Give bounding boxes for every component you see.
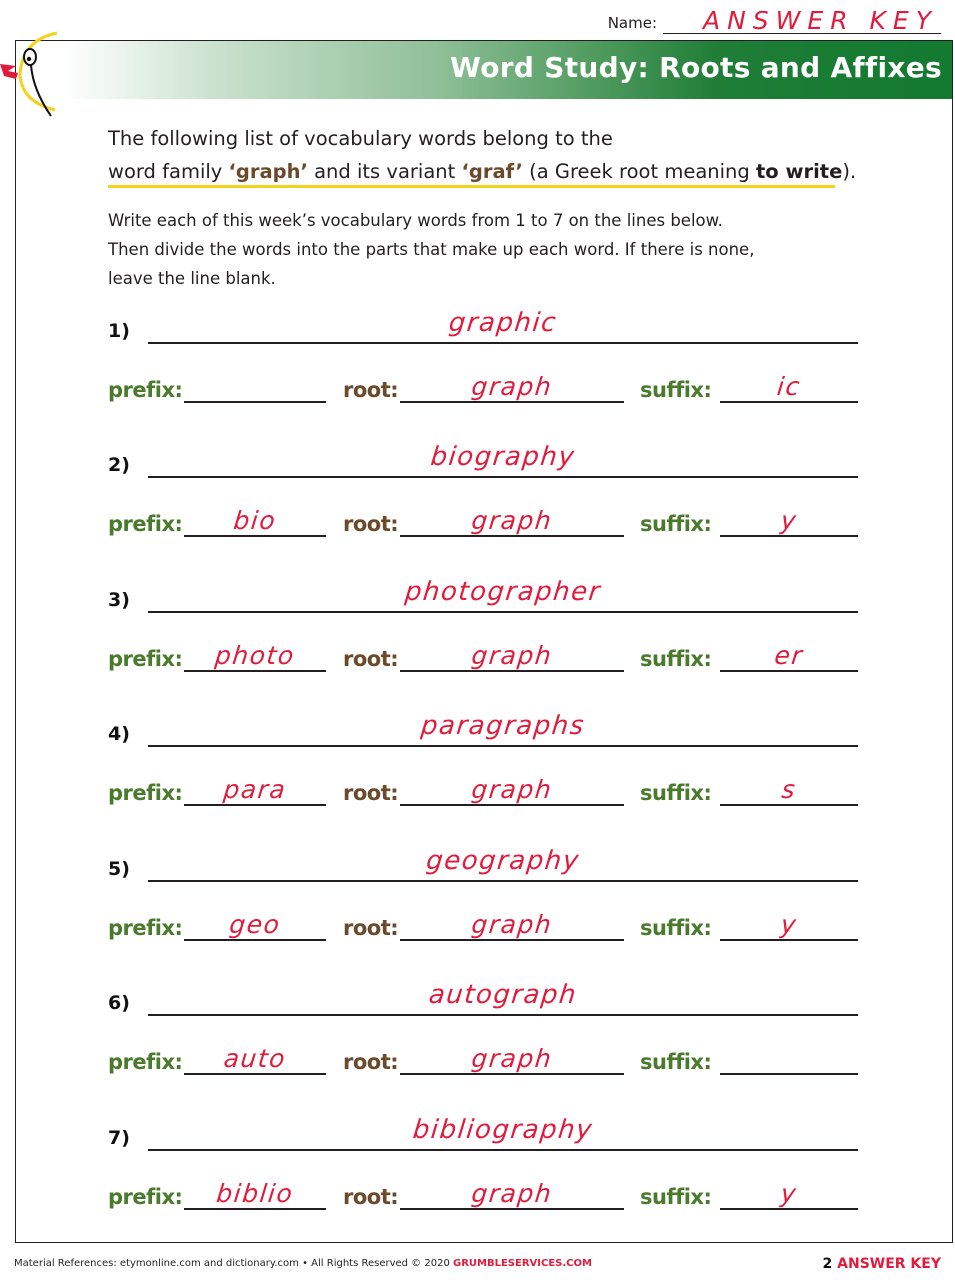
suffix-answer: ic bbox=[775, 372, 803, 401]
parts-row bbox=[108, 643, 858, 677]
prefix-label: prefix: bbox=[108, 916, 183, 940]
suffix-line[interactable] bbox=[720, 804, 858, 806]
suffix-label: suffix: bbox=[640, 378, 712, 402]
word-row bbox=[108, 308, 858, 350]
prefix-answer: photo bbox=[213, 641, 297, 670]
suffix-label: suffix: bbox=[640, 1185, 712, 1209]
bird-mascot-icon bbox=[0, 30, 70, 120]
root-answer: graph bbox=[470, 641, 554, 670]
name-line[interactable] bbox=[663, 6, 941, 34]
prefix-label: prefix: bbox=[108, 378, 183, 402]
suffix-line[interactable] bbox=[720, 939, 858, 941]
word-line[interactable] bbox=[148, 1014, 858, 1016]
prefix-label: prefix: bbox=[108, 1185, 183, 1209]
parts-row bbox=[108, 374, 858, 408]
root-line[interactable] bbox=[400, 401, 624, 403]
root-answer: graph bbox=[470, 910, 554, 939]
word-line[interactable] bbox=[148, 1149, 858, 1151]
root-line[interactable] bbox=[400, 804, 624, 806]
root-graf: ‘graf’ bbox=[461, 160, 523, 183]
parts-row bbox=[108, 1046, 858, 1080]
item-number: 2) bbox=[108, 454, 130, 476]
root-graph: ‘graph’ bbox=[228, 160, 308, 183]
prefix-answer: para bbox=[222, 775, 288, 804]
suffix-line[interactable] bbox=[720, 401, 858, 403]
word-row bbox=[108, 442, 858, 484]
instructions-line-2: Then divide the words into the parts that make up each word. If there is none, bbox=[108, 240, 755, 259]
name-label: Name: bbox=[607, 14, 657, 32]
prefix-line[interactable] bbox=[184, 939, 326, 941]
root-answer: graph bbox=[470, 506, 554, 535]
page-number: 2 bbox=[822, 1256, 833, 1272]
root-label: root: bbox=[343, 1050, 399, 1074]
root-answer: graph bbox=[470, 1179, 554, 1208]
prefix-line[interactable] bbox=[184, 804, 326, 806]
suffix-answer: y bbox=[779, 506, 799, 535]
vocab-item bbox=[108, 711, 858, 833]
root-line[interactable] bbox=[400, 1208, 624, 1210]
root-label: root: bbox=[343, 647, 399, 671]
prefix-answer: bio bbox=[232, 506, 278, 535]
root-answer: graph bbox=[470, 1044, 554, 1073]
prefix-answer: geo bbox=[227, 910, 283, 939]
item-number: 3) bbox=[108, 589, 130, 611]
prefix-line[interactable] bbox=[184, 670, 326, 672]
suffix-answer: er bbox=[773, 641, 805, 670]
suffix-line[interactable] bbox=[720, 670, 858, 672]
word-line[interactable] bbox=[148, 342, 858, 344]
footer-reference-text: Material References: etymonline.com and dictionary.com • All Rights Reserved © 2020 bbox=[14, 1258, 453, 1269]
footer-page-info bbox=[823, 1256, 941, 1272]
word-line[interactable] bbox=[148, 476, 858, 478]
vocab-item bbox=[108, 1115, 858, 1237]
prefix-label: prefix: bbox=[108, 781, 183, 805]
suffix-answer: s bbox=[780, 775, 798, 804]
word-row bbox=[108, 577, 858, 619]
vocab-item bbox=[108, 308, 858, 430]
root-label: root: bbox=[343, 781, 399, 805]
name-field bbox=[608, 6, 941, 34]
root-label: root: bbox=[343, 512, 399, 536]
prefix-label: prefix: bbox=[108, 1050, 183, 1074]
answer-key-label: ANSWER KEY bbox=[837, 1256, 941, 1272]
vocab-item bbox=[108, 980, 858, 1102]
prefix-answer: auto bbox=[222, 1044, 288, 1073]
suffix-line[interactable] bbox=[720, 535, 858, 537]
footer-site-link[interactable]: GRUMBLESERVICES.COM bbox=[453, 1258, 592, 1269]
page-title: Word Study: Roots and Affixes bbox=[450, 51, 942, 84]
parts-row bbox=[108, 1181, 858, 1215]
instructions-line-1: Write each of this week’s vocabulary words from 1 to 7 on the lines below. bbox=[108, 211, 723, 230]
prefix-line[interactable] bbox=[184, 1073, 326, 1075]
suffix-label: suffix: bbox=[640, 1050, 712, 1074]
root-label: root: bbox=[343, 916, 399, 940]
suffix-line[interactable] bbox=[720, 1073, 858, 1075]
suffix-answer: y bbox=[779, 910, 799, 939]
vocab-item bbox=[108, 577, 858, 699]
suffix-label: suffix: bbox=[640, 781, 712, 805]
intro-line-2 bbox=[108, 155, 856, 188]
suffix-label: suffix: bbox=[640, 916, 712, 940]
root-answer: graph bbox=[470, 775, 554, 804]
root-label: root: bbox=[343, 1185, 399, 1209]
parts-row bbox=[108, 508, 858, 542]
root-line[interactable] bbox=[400, 535, 624, 537]
intro-text: ). bbox=[842, 160, 857, 183]
instructions-line-3: leave the line blank. bbox=[108, 269, 276, 288]
word-row bbox=[108, 1115, 858, 1157]
word-answer: photographer bbox=[403, 577, 603, 607]
item-number: 4) bbox=[108, 723, 130, 745]
word-row bbox=[108, 711, 858, 753]
suffix-line[interactable] bbox=[720, 1208, 858, 1210]
title-banner bbox=[17, 41, 952, 99]
prefix-line[interactable] bbox=[184, 401, 326, 403]
word-line[interactable] bbox=[148, 880, 858, 882]
root-line[interactable] bbox=[400, 939, 624, 941]
parts-row bbox=[108, 912, 858, 946]
word-answer: bibliography bbox=[411, 1115, 595, 1145]
root-line[interactable] bbox=[400, 1073, 624, 1075]
item-number: 6) bbox=[108, 992, 130, 1014]
prefix-line[interactable] bbox=[184, 535, 326, 537]
root-answer: graph bbox=[470, 372, 554, 401]
name-answer: ANSWER KEY bbox=[703, 6, 938, 35]
prefix-label: prefix: bbox=[108, 512, 183, 536]
yellow-divider bbox=[108, 185, 835, 188]
vocab-item bbox=[108, 846, 858, 968]
intro-line-1: The following list of vocabulary words belong to the bbox=[108, 127, 613, 150]
word-answer: paragraphs bbox=[419, 711, 587, 741]
root-label: root: bbox=[343, 378, 399, 402]
intro-text: (a Greek root meaning bbox=[522, 160, 756, 183]
word-answer: autograph bbox=[427, 980, 579, 1010]
root-line[interactable] bbox=[400, 670, 624, 672]
word-row bbox=[108, 846, 858, 888]
prefix-line[interactable] bbox=[184, 1208, 326, 1210]
word-answer: graphic bbox=[447, 308, 559, 338]
suffix-label: suffix: bbox=[640, 512, 712, 536]
suffix-answer: y bbox=[779, 1179, 799, 1208]
parts-row bbox=[108, 777, 858, 811]
vocab-item bbox=[108, 442, 858, 564]
word-line[interactable] bbox=[148, 745, 858, 747]
instructions bbox=[108, 206, 848, 293]
word-answer: biography bbox=[429, 442, 577, 472]
suffix-label: suffix: bbox=[640, 647, 712, 671]
word-row bbox=[108, 980, 858, 1022]
word-line[interactable] bbox=[148, 611, 858, 613]
word-answer: geography bbox=[424, 846, 582, 876]
item-number: 7) bbox=[108, 1127, 130, 1149]
item-number: 5) bbox=[108, 858, 130, 880]
footer-references bbox=[14, 1258, 592, 1269]
root-meaning: to write bbox=[755, 160, 843, 183]
intro-text: and its variant bbox=[307, 160, 462, 183]
prefix-answer: biblio bbox=[215, 1179, 295, 1208]
item-number: 1) bbox=[108, 320, 130, 342]
prefix-label: prefix: bbox=[108, 647, 183, 671]
intro-paragraph bbox=[108, 122, 856, 188]
intro-text: word family bbox=[108, 160, 229, 183]
